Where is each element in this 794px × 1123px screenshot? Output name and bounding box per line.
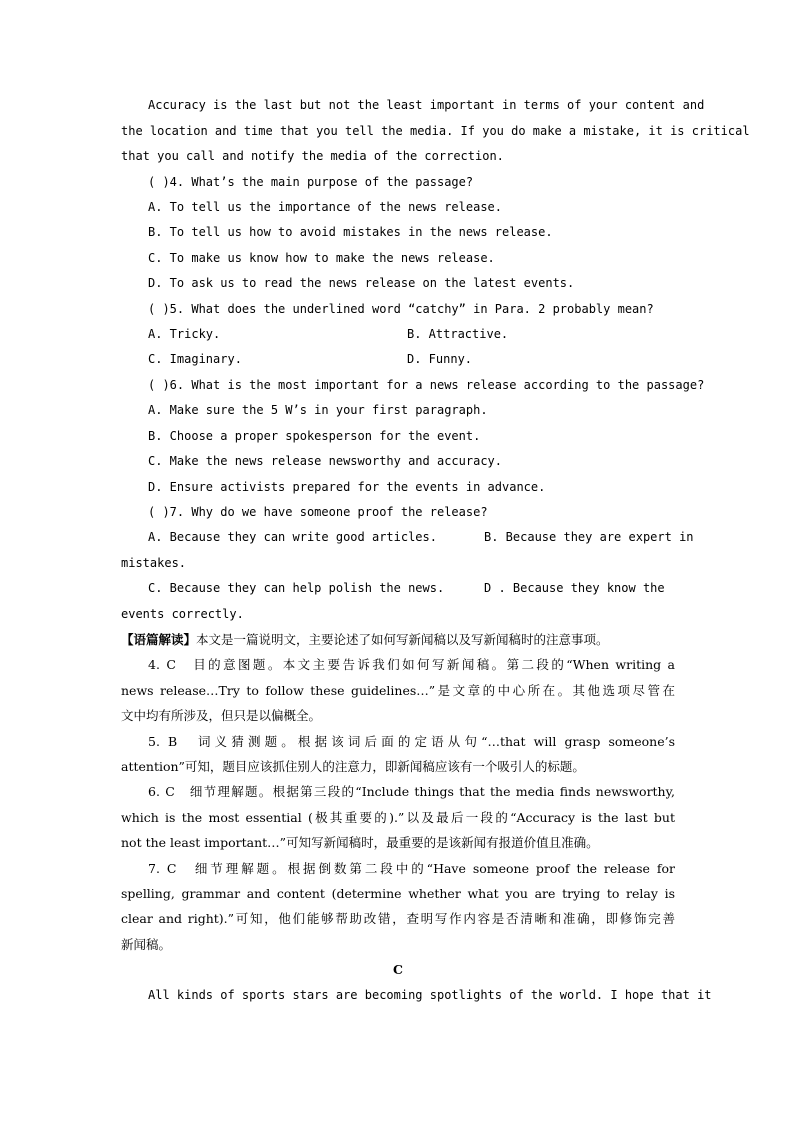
answer-4-line: news release…Try to follow these guidelines…”是文章的中心所在。其他选项尽管在 [121,683,675,698]
question-stem-6: ( )6. What is the most important for a news release according to the passage? [148,378,705,392]
option-5c: C. Imaginary. [148,352,242,366]
option-4b: B. To tell us how to avoid mistakes in the news release. [148,225,553,239]
option-row-7cd [148,576,675,601]
option-5b: B. Attractive. [407,327,509,341]
answer-6-line: 6. C 细节理解题。根据第三段的“Include things that the media finds newsworthy, [148,784,675,799]
option-4a: A. To tell us the importance of the news release. [148,200,503,214]
option-7b-cont: mistakes. [121,556,187,570]
passage-line: that you call and notify the media of the correction. [121,149,504,163]
option-7c: C. Because they can help polish the news. [148,581,445,595]
question-stem-5: ( )5. What does the underlined word “catchy” in Para. 2 probably mean? [148,302,654,316]
answer-5-line: attention”可知，题目应该抓住别人的注意力，即新闻稿应该有一个吸引人的标题。 [121,759,585,774]
option-7d-cont: events correctly. [121,607,244,621]
answer-7-line: spelling, grammar and content (determine whether what you are trying to relay is [121,886,675,901]
answer-5-line: 5. B 词义猜测题。根据该词后面的定语从句“…that will grasp someone’s [148,734,675,749]
option-row-5cd [148,347,675,372]
analysis-tag: 【语篇解读】 [121,632,197,647]
option-row-5ab [148,322,675,347]
option-6c: C. Make the news release newsworthy and accuracy. [148,454,503,468]
option-6d: D. Ensure activists prepared for the events in advance. [148,480,546,494]
question-stem-4: ( )4. What’s the main purpose of the passage? [148,175,474,189]
answer-6-line: not the least important…”可知写新闻稿时，最重要的是该新闻有报道价值且准确。 [121,835,599,850]
section-heading: C [393,962,403,977]
passage-line: All kinds of sports stars are becoming spotlights of the world. I hope that it [148,988,712,1002]
option-5d: D. Funny. [407,352,473,366]
option-7a: A. Because they can write good articles. [148,530,437,544]
answer-4-line: 4. C 目的意图题。本文主要告诉我们如何写新闻稿。第二段的“When writing a [148,657,675,672]
answer-7-line: 新闻稿。 [121,937,172,952]
passage-line: Accuracy is the last but not the least important in terms of your content and [148,98,705,112]
answer-7-line: 7. C 细节理解题。根据倒数第二段中的“Have someone proof the release for [148,861,675,876]
analysis-summary: 本文是一篇说明文，主要论述了如何写新闻稿以及写新闻稿时的注意事项。 [196,632,609,647]
option-6b: B. Choose a proper spokesperson for the event. [148,429,481,443]
option-4c: C. To make us know how to make the news release. [148,251,495,265]
question-stem-7: ( )7. Why do we have someone proof the release? [148,505,488,519]
passage-line: the location and time that you tell the media. If you do make a mistake, it is critical [121,124,750,138]
option-7d: D . Because they know the [484,581,665,595]
option-5a: A. Tricky. [148,327,221,341]
option-6a: A. Make sure the 5 W’s in your first paragraph. [148,403,488,417]
analysis-header [121,627,675,652]
answer-4-line: 文中均有所涉及，但只是以偏概全。 [121,708,322,723]
answer-7-line: clear and right).”可知，他们能够帮助改错，查明写作内容是否清晰和准确，即修饰完善 [121,911,675,926]
option-7b: B. Because they are expert in [484,530,694,544]
option-4d: D. To ask us to read the news release on the latest events. [148,276,575,290]
answer-6-line: which is the most essential (极其重要的).”以及最后一段的“Accuracy is the last but [121,810,675,825]
option-row-7ab [148,525,694,550]
